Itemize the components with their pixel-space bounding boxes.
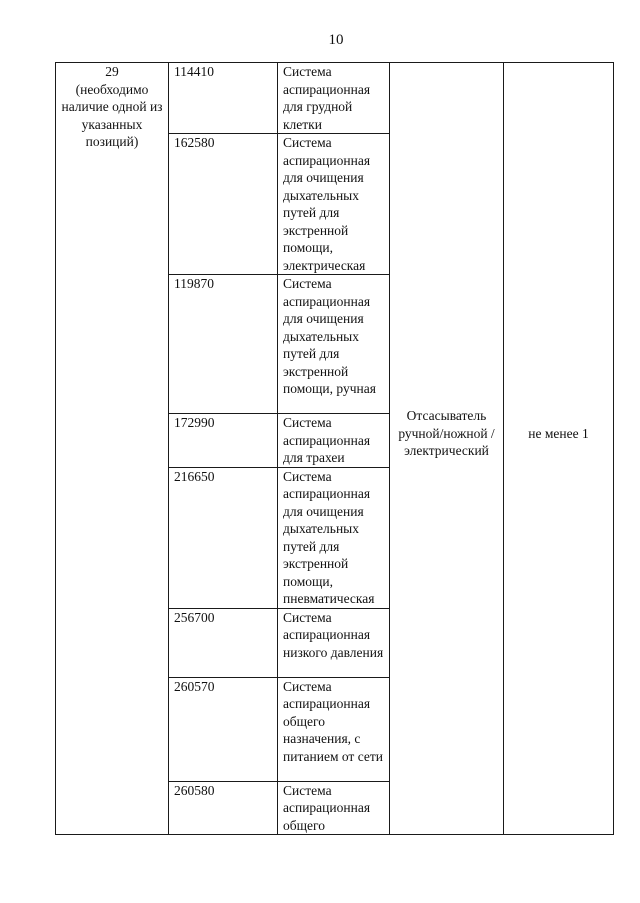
code-cell: 172990 [169,414,278,468]
name-cell: Система аспирационная низкого давления [278,608,390,677]
code-cell: 256700 [169,608,278,677]
code-cell: 260580 [169,781,278,835]
code-cell: 119870 [169,275,278,414]
name-cell: Система аспирационная для трахеи [278,414,390,468]
group-cell [56,63,169,835]
quantity-cell [504,63,614,835]
table-row [56,63,614,134]
name-cell: Система аспирационная для грудной клетки [278,63,390,134]
code-cell: 162580 [169,134,278,275]
group-note: (необходимо наличие одной из указанных позиций) [61,81,163,149]
device-type-cell [390,63,504,835]
name-cell: Система аспирационная для очищения дыхательных путей для экстренной помощи, пневматическая [278,467,390,608]
equipment-table [55,62,614,835]
group-number: 29 [105,64,119,79]
name-cell: Система аспирационная общего [278,781,390,835]
name-cell: Система аспирационная для очищения дыхательных путей для экстренной помощи, ручная [278,275,390,414]
device-type: Отсасыватель ручной/ножной /электрический [398,408,495,459]
name-cell: Система аспирационная для очищения дыхательных путей для экстренной помощи, электрическая [278,134,390,275]
page-number: 10 [328,32,344,48]
code-cell: 216650 [169,467,278,608]
name-cell: Система аспирационная общего назначения, с питанием от сети [278,677,390,781]
code-cell: 114410 [169,63,278,134]
quantity: не менее 1 [528,425,589,441]
code-cell: 260570 [169,677,278,781]
